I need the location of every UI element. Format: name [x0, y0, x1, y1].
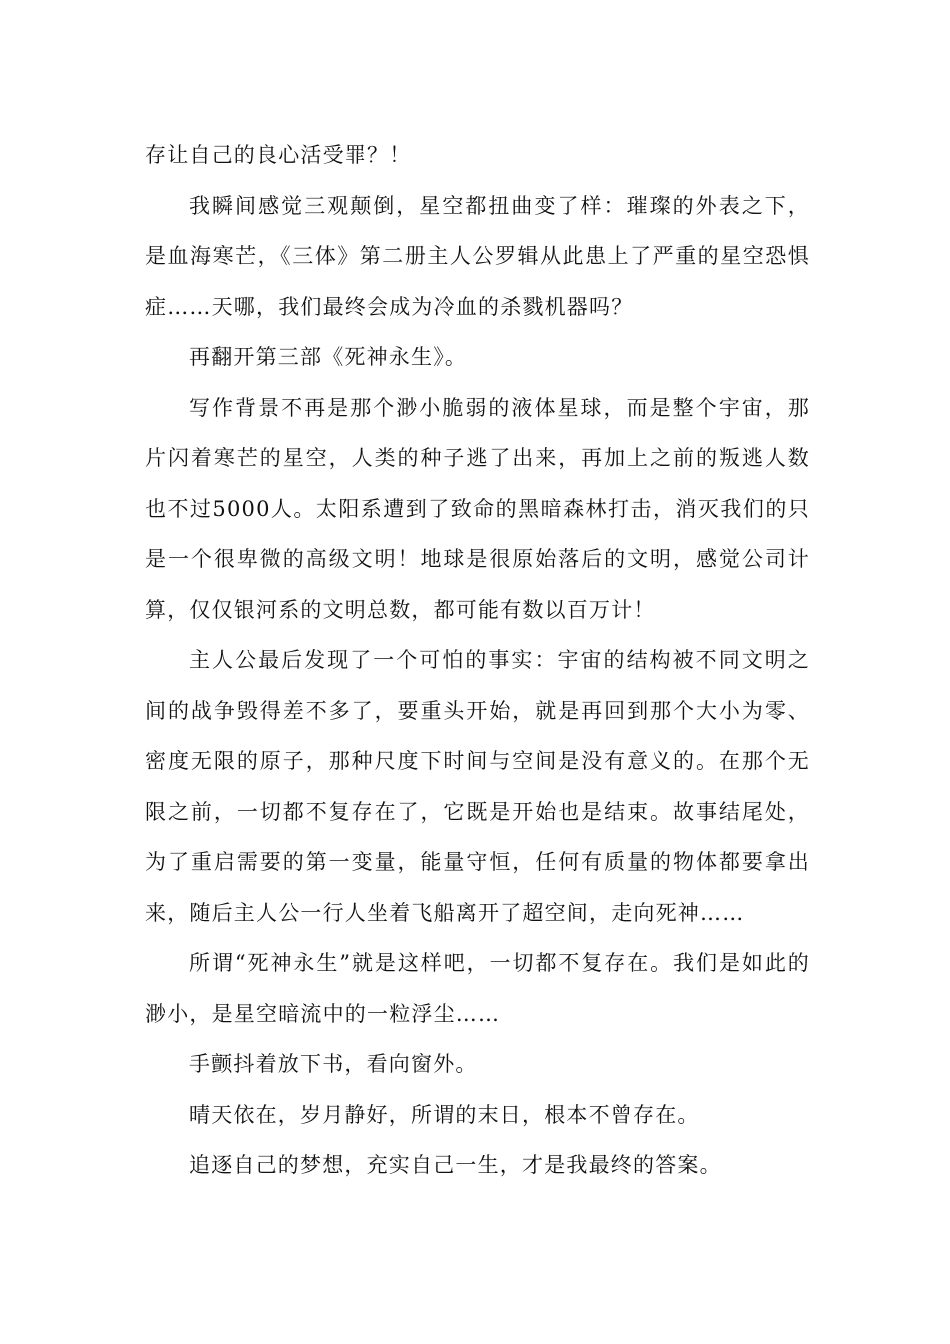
paragraph-2: 我瞬间感觉三观颠倒，星空都扭曲变了样：璀璨的外表之下，是血海寒芒，《三体》第二册主人公罗辑从此患上了严重的星空恐惧症……天哪，我们最终会成为冷血的杀戮机器吗？ — [145, 193, 810, 319]
paragraph-7: 手颤抖着放下书，看向窗外。 — [189, 1052, 478, 1076]
paragraph-5: 主人公最后发现了一个可怕的事实：宇宙的结构被不同文明之间的战争毁得差不多了，要重头开始，就是再回到那个大小为零、密度无限的原子，那种尺度下时间与空间是没有意义的。在那个无限之前，一切都不复存在了，它既是开始也是结束。故事结尾处，为了重启需要的第一变量，能量守恒，任何有质量的物体都要拿出来，随后主人公一行人坐着飞船离开了超空间，走向死神…… — [145, 648, 810, 925]
paragraph-8: 晴天依在，岁月静好，所谓的末日，根本不曾存在。 — [189, 1102, 700, 1127]
paragraph-4: 写作背景不再是那个渺小脆弱的液体星球，而是整个宇宙，那片闪着寒芒的星空，人类的种子逃了出来，再加上之前的叛逃人数也不过5000人。太阳系遭到了致命的黑暗森林打击，消灭我们的只是一个很卑微的高级文明！地球是很原始落后的文明，感觉公司计算，仅仅银河系的文明总数，都可能有数以百万计！ — [145, 395, 810, 622]
paragraph-9: 追逐自己的梦想，充实自己一生，才是我最终的答案。 — [189, 1153, 722, 1177]
paragraph-3: 再翻开第三部《死神永生》。 — [189, 345, 468, 369]
paragraph-1: 存让自己的良心活受罪？！ — [145, 143, 412, 167]
document-body — [145, 130, 810, 1191]
paragraph-6: 所谓“死神永生”就是这样吧，一切都不复存在。我们是如此的渺小，是星空暗流中的一粒浮尘…… — [145, 951, 810, 1026]
